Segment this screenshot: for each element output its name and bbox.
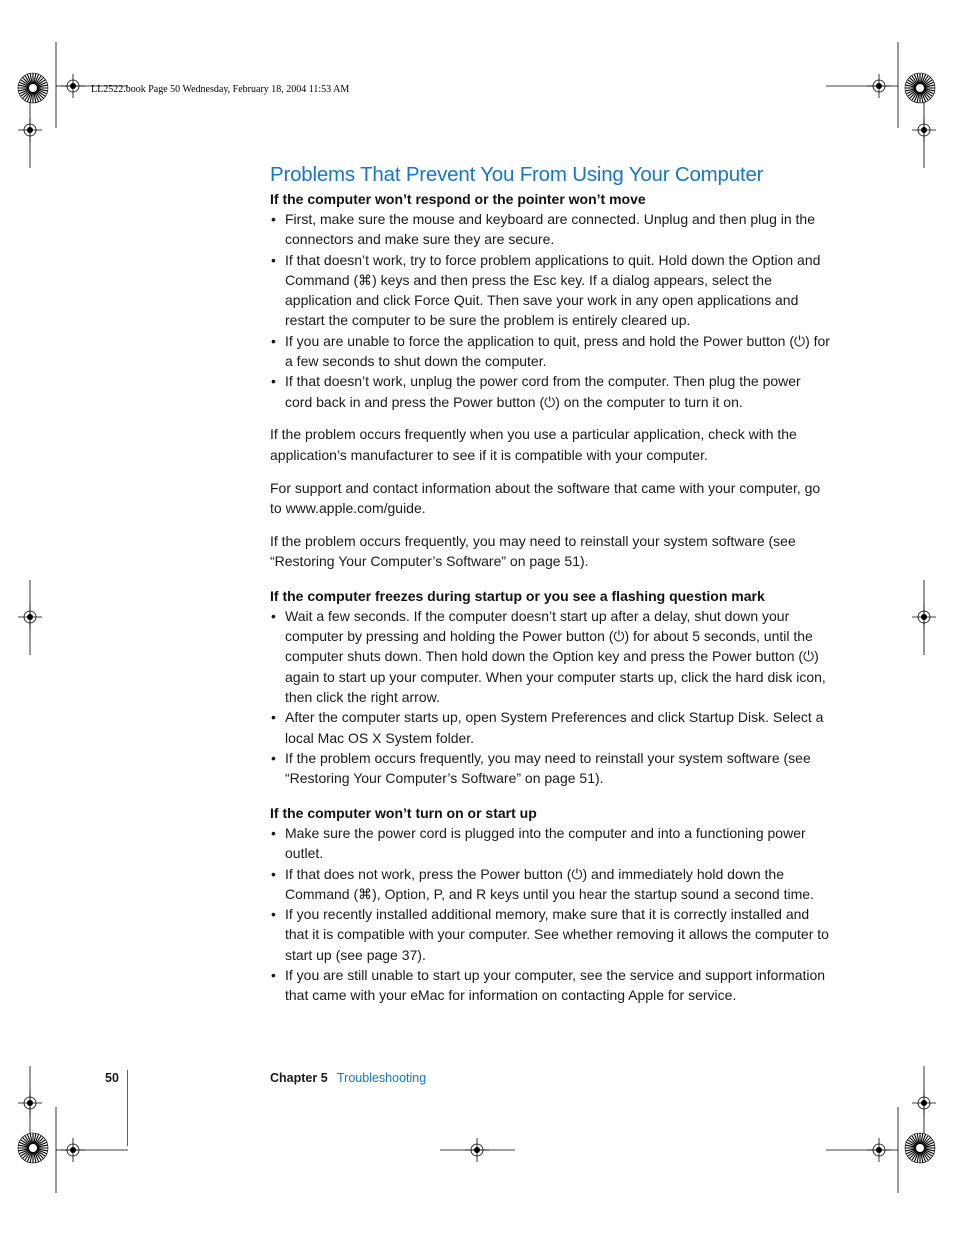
list-item: • If that does not work, press the Power button (⏻) and immediately hold down the Command (⌘), Option, P, and R keys until you hear the startup sound a second time. (270, 864, 830, 905)
bullet-list (270, 606, 830, 789)
list-item: • Make sure the power cord is plugged into the computer and into a functioning power outlet. (270, 823, 830, 864)
footer-rule (127, 1070, 128, 1146)
section-heading: If the computer freezes during startup or you see a flashing question mark (270, 587, 765, 604)
list-item: • Wait a few seconds. If the computer doesn’t start up after a delay, shut down your computer by pressing and holding the Power button (⏻) for about 5 seconds, until the computer shuts down. Then hold down the Option key and press the Power button (⏻) again to start up your computer. When your computer starts up, click the hard disk icon, then click the right arrow. (270, 606, 830, 707)
footer-section: Troubleshooting (337, 1071, 427, 1085)
paragraph: If the problem occurs frequently when you use a particular application, check with the application’s manufacturer to see if it is compatible with your computer. (270, 426, 797, 463)
section-heading: If the computer won’t turn on or start up (270, 804, 537, 821)
paragraph: For support and contact information about the software that came with your computer, go to www.apple.com/guide. (270, 479, 821, 516)
print-slug: LL2522.book Page 50 Wednesday, February 18, 2004 11:53 AM (91, 84, 350, 95)
list-item: • After the computer starts up, open System Preferences and click Startup Disk. Select a local Mac OS X System folder. (270, 707, 830, 748)
list-item: • If that doesn’t work, try to force problem applications to quit. Hold down the Option and Command (⌘) keys and then press the Esc key. If a dialog appears, select the application and click Force Quit. Then save your work in any open applications and restart the computer to be sure the problem is entirely cleared up. (270, 250, 830, 331)
list-item: • If the problem occurs frequently, you may need to reinstall your system software (see “Restoring Your Computer’s Software” on page 51). (270, 748, 830, 789)
list-item: • If you are still unable to start up your computer, see the service and support information that came with your eMac for information on contacting Apple for service. (270, 965, 830, 1006)
bullet-list (270, 209, 830, 412)
list-item: • First, make sure the mouse and keyboard are connected. Unplug and then plug in the connectors and make sure they are secure. (270, 209, 830, 250)
page-content (270, 162, 830, 1006)
page-title: Problems That Prevent You From Using Your Computer (270, 163, 764, 186)
paragraph: If the problem occurs frequently, you may need to reinstall your system software (see “Restoring Your Computer’s Software” on page 51). (270, 532, 796, 569)
list-item: • If that doesn’t work, unplug the power cord from the computer. Then plug the power cord back in and press the Power button (⏻) on the computer to turn it on. (270, 371, 830, 412)
footer-chapter: Chapter 5 (270, 1071, 328, 1085)
bullet-list (270, 823, 830, 1006)
list-item: • If you recently installed additional memory, make sure that it is correctly installed and that it is compatible with your computer. See whether removing it allows the computer to start up (see page 37). (270, 904, 830, 965)
section-heading: If the computer won’t respond or the pointer won’t move (270, 191, 646, 207)
list-item: • If you are unable to force the application to quit, press and hold the Power button (⏻) for a few seconds to shut down the computer. (270, 331, 830, 372)
page-number: 50 (105, 1071, 119, 1085)
